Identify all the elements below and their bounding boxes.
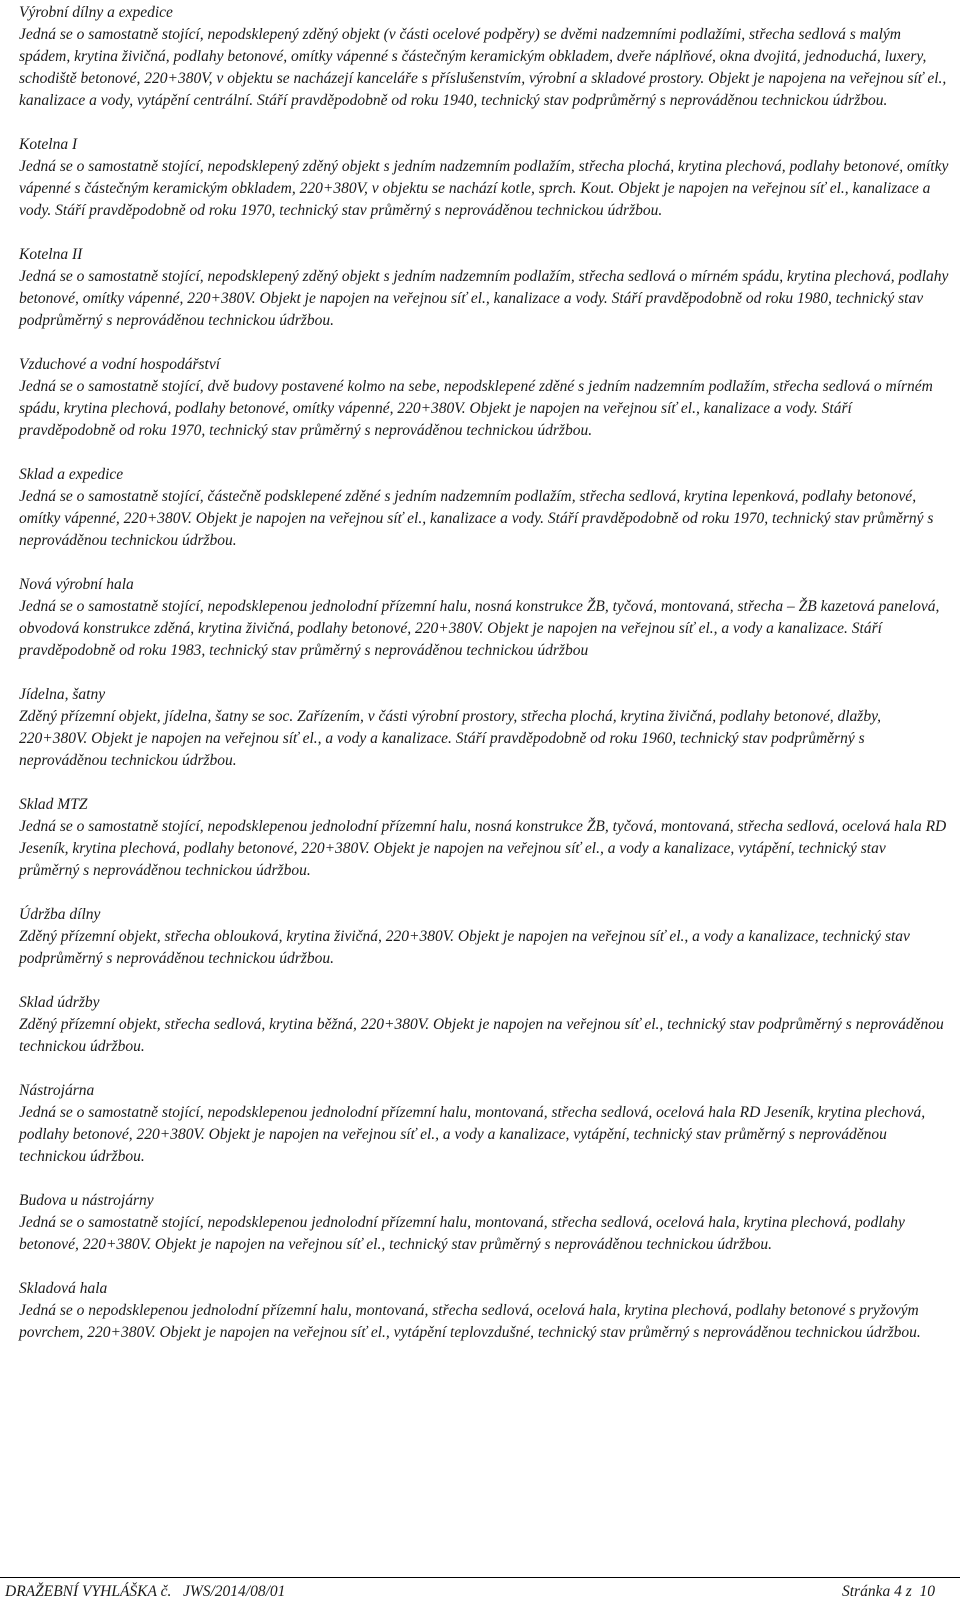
section-sklad-mtz <box>19 794 949 882</box>
section-sklad-udrzby <box>19 992 949 1058</box>
section-jidelna-satny <box>19 684 949 772</box>
section-body: Zděný přízemní objekt, střecha sedlová, krytina běžná, 220+380V. Objekt je napojen na veřejnou síť el., technický stav podprůměrný s neprováděnou technickou údržbou. <box>19 1016 944 1055</box>
section-nova-vyrobni-hala <box>19 574 949 662</box>
section-body: Jedná se o samostatně stojící, nepodsklepenou jednolodní přízemní halu, montovaná, střecha sedlová, ocelová hala RD Jeseník, krytina plechová, podlahy betonové, 220+380V. Objekt je napojen na veřejnou síť el., a vody a kanalizace, vytápění, technický stav průměrný s neprováděnou technickou údržbou. <box>19 1104 926 1165</box>
section-heading: Budova u nástrojárny <box>19 1192 154 1209</box>
section-heading: Nová výrobní hala <box>19 576 134 593</box>
section-budova-u-nastrojarny <box>19 1190 949 1256</box>
section-heading: Nástrojárna <box>19 1082 95 1099</box>
section-heading: Kotelna II <box>19 246 83 263</box>
section-body: Jedná se o nepodsklepenou jednolodní přízemní halu, montovaná, střecha sedlová, ocelová hala, krytina plechová, podlahy betonové s pryžovým povrchem, 220+380V. Objekt je napojen na veřejnou síť el., vytápění teplovzdušné, technický stav průměrný s neprováděnou technickou údržbou. <box>19 1302 921 1341</box>
section-body: Zděný přízemní objekt, jídelna, šatny se soc. Zařízením, v části výrobní prostory, střecha plochá, krytina živičná, podlahy betonové, dlažby, 220+380V. Objekt je napojen na veřejnou síť el., a vody a kanalizace. Stáří pravděpodobně od roku 1960, technický stav podprůměrný s neprováděnou technickou údržbou. <box>19 708 881 769</box>
footer-document-id: DRAŽEBNÍ VYHLÁŠKA č. JWS/2014/08/01 <box>5 1583 286 1600</box>
section-body: Jedná se o samostatně stojící, nepodsklepený zděný objekt s jedním nadzemním podlažím, střecha sedlová o mírném spádu, krytina plechová, podlahy betonové, omítky vápenné, 220+380V. Objekt je napojen na veřejnou síť el., kanalizace a vody. Stáří pravděpodobně od roku 1980, technický stav podprůměrný s neprováděnou technickou údržbou. <box>19 268 949 329</box>
section-heading: Sklad údržby <box>19 994 100 1011</box>
section-heading: Sklad MTZ <box>19 796 88 813</box>
section-heading: Údržba dílny <box>19 906 101 923</box>
section-body: Jedná se o samostatně stojící, nepodsklepenou jednolodní přízemní halu, montovaná, střecha sedlová, ocelová hala, krytina plechová, podlahy betonové, 220+380V. Objekt je napojen na veřejnou síť el., technický stav průměrný s neprováděnou technickou údržbou. <box>19 1214 905 1253</box>
section-body: Zděný přízemní objekt, střecha oblouková, krytina živičná, 220+380V. Objekt je napojen na veřejnou síť el., a vody a kanalizace, technický stav podprůměrný s neprováděnou technickou údržbou. <box>19 928 910 967</box>
section-kotelna-2 <box>19 244 949 332</box>
section-vzduchove-vodni <box>19 354 949 442</box>
section-heading: Jídelna, šatny <box>19 686 106 703</box>
section-sklad-expedice <box>19 464 949 552</box>
page-footer <box>0 1577 960 1605</box>
section-nastrojarna <box>19 1080 949 1168</box>
section-heading: Výrobní dílny a expedice <box>19 4 173 21</box>
section-udrzba-dilny <box>19 904 949 970</box>
section-heading: Sklad a expedice <box>19 466 124 483</box>
footer-page-number: Stránka 4 z 10 <box>842 1583 935 1600</box>
section-heading: Kotelna I <box>19 136 78 153</box>
section-body: Jedná se o samostatně stojící, nepodsklepený zděný objekt s jedním nadzemním podlažím, střecha plochá, krytina plechová, podlahy betonové, omítky vápenné s částečným keramickým obkladem, 220+380V, v objektu se nachází kotle, sprch. Kout. Objekt je napojen na veřejnou síť el., kanalizace a vody. Stáří pravděpodobně od roku 1970, technický stav průměrný s neprováděnou technickou údržbou. <box>19 158 949 219</box>
section-body: Jedná se o samostatně stojící, částečně podsklepené zděné s jedním nadzemním podlažím, střecha sedlová, krytina lepenková, podlahy betonové, omítky vápenné, 220+380V. Objekt je napojen na veřejnou síť el., kanalizace a vody. Stáří pravděpodobně od roku 1970, technický stav průměrný s neprováděnou technickou údržbou. <box>19 488 934 549</box>
section-body: Jedná se o samostatně stojící, nepodsklepený zděný objekt (v části ocelové podpěry) se dvěmi nadzemními podlažími, střecha sedlová s malým spádem, krytina živičná, podlahy betonové, omítky vápenné s částečným keramickým obkladem, dveře náplňové, okna dvojitá, jednoduchá, luxery, schodiště betonové, 220+380V, v objektu se nacházejí kanceláře s příslušenstvím, výrobní a skladové prostory. Objekt je napojena na veřejnou síť el., kanalizace a vody, vytápění centrální. Stáří pravděpodobně od roku 1940, technický stav podprůměrný s neprováděnou technickou údržbou. <box>19 26 947 109</box>
section-body: Jedná se o samostatně stojící, dvě budovy postavené kolmo na sebe, nepodsklepené zděné s jedním nadzemním podlažím, střecha sedlová o mírném spádu, krytina plechová, podlahy betonové, omítky vápenné, 220+380V. Objekt je napojen na veřejnou síť el., kanalizace a vody. Stáří pravděpodobně od roku 1970, technický stav průměrný s neprováděnou technickou údržbou. <box>19 378 933 439</box>
section-heading: Skladová hala <box>19 1280 108 1297</box>
section-skladova-hala <box>19 1278 949 1344</box>
section-body: Jedná se o samostatně stojící, nepodsklepenou jednolodní přízemní halu, nosná konstrukce ŽB, tyčová, montovaná, střecha sedlová, ocelová hala RD Jeseník, krytina plechová, podlahy betonové, 220+380V. Objekt je napojen na veřejnou síť el., a vody a kanalizace, vytápění, technický stav průměrný s neprováděnou technickou údržbou. <box>19 818 947 879</box>
section-vyrobni-dilny <box>19 2 949 112</box>
document-content <box>19 0 949 1366</box>
section-kotelna-1 <box>19 134 949 222</box>
section-heading: Vzduchové a vodní hospodářství <box>19 356 221 373</box>
section-body: Jedná se o samostatně stojící, nepodsklepenou jednolodní přízemní halu, nosná konstrukce ŽB, tyčová, montovaná, střecha – ŽB kazetová panelová, obvodová konstrukce zděná, krytina živičná, podlahy betonové, 220+380V. Objekt je napojen na veřejnou síť el., a vody a kanalizace. Stáří pravděpodobně od roku 1983, technický stav průměrný s neprováděnou technickou údržbou <box>19 598 940 659</box>
